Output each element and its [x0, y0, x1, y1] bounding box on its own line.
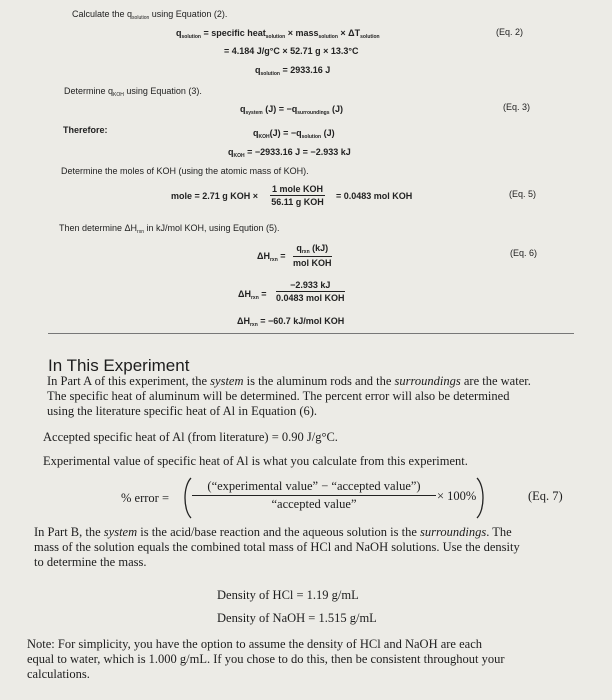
instruction-calc-qsolution: Calculate the $q_{solution}$ using Equation (2).	[72, 9, 228, 21]
eq5-denominator: 56.11 g KOH	[271, 197, 324, 207]
percent-error-lhs: % error =	[121, 491, 169, 505]
eq6b-numerator: −2.933 kJ	[276, 280, 345, 292]
eq6-denominator: mol KOH	[293, 258, 332, 268]
equation-5-rhs: = 0.0483 mol KOH	[336, 191, 413, 201]
part-b-paragraph: In Part B, the system is the acid/base reaction and the aqueous solution is the surroundings. The mass of the solution equals the combined total mass of HCl and NaOH solutions. Use the density to determine the mass.	[34, 525, 520, 569]
eq7-tag: (Eq. 7)	[528, 489, 563, 503]
part-a-paragraph: In Part A of this experiment, the system is the aluminum rods and the surroundings are the water. The specific heat of aluminum will be determined. The percent error will also be determined using the literature specific heat of Al in Equation (6).	[47, 374, 531, 418]
err-numerator: (“experimental value” − “accepted value”)	[192, 479, 436, 496]
instruction-delta-h: Then determine $\Delta H_{rxn}$ in kJ/mol KOH, using Eqution (5).	[59, 223, 280, 235]
density-naoh: Density of NaOH = 1.515 g/mL	[217, 611, 377, 625]
equation-6-lhs: $\Delta H_{rxn}$ =	[257, 251, 286, 263]
therefore-label: Therefore:	[63, 125, 108, 135]
err-denominator: “accepted value”	[271, 497, 357, 511]
equation-5-lhs: mole = 2.71 g KOH ×	[171, 191, 259, 201]
equation-6b-lhs: $\Delta H_{rxn}$ =	[238, 289, 267, 301]
instruction-moles: Determine the moles of KOH (using the atomic mass of KOH).	[61, 166, 309, 176]
section-heading: In This Experiment	[48, 356, 190, 375]
equation-3-koh: $q_{KOH}(J) = -q_{solution}$ (J)	[253, 128, 335, 140]
instruction-determine-qkoh: Determine $q_{KOH}$ using Equation (3).	[64, 86, 202, 98]
equation-3: $q_{system}$ $(J) = -q_{surroundings}$ (J)	[240, 104, 343, 116]
equation-5-fraction	[270, 184, 325, 207]
accepted-value-line: Accepted specific heat of Al (from literature) = 0.90 J/g°C.	[43, 430, 338, 444]
equation-2: $q_{solution}$ = specific heat$_{solution}$ × mass$_{solution}$ × $\Delta T_{solution}$	[176, 28, 380, 40]
percent-error-fraction	[192, 479, 436, 512]
eq5-tag: (Eq. 5)	[509, 189, 537, 199]
eq2-tag: (Eq. 2)	[496, 27, 524, 37]
right-paren-icon	[474, 476, 488, 520]
eq5-numerator: 1 mole KOH	[272, 184, 324, 194]
eq6b-denominator: 0.0483 mol KOH	[276, 293, 345, 303]
equation-3-result: $q_{KOH} = -2933.16$ J = −2.933 kJ	[228, 147, 351, 159]
density-hcl: Density of HCl = 1.19 g/mL	[217, 588, 359, 602]
equation-6-fraction	[293, 243, 332, 268]
eq3-tag: (Eq. 3)	[503, 102, 531, 112]
section-divider	[48, 333, 574, 334]
eq6-numerator: $q_{rxn}$ (kJ)	[293, 243, 332, 257]
equation-6b-fraction	[276, 280, 345, 303]
eq6-tag: (Eq. 6)	[510, 248, 538, 258]
note-paragraph: Note: For simplicity, you have the option to assume the density of HCl and NaOH are each equal to water, which is 1.000 g/mL. If you chose to do this, then be consistent throughout your calculations.	[27, 637, 505, 681]
equation-2-calc: = 4.184 J/g°C × 52.71 g × 13.3°C	[224, 46, 359, 56]
percent-error-multiplier: × 100%	[437, 489, 477, 503]
equation-2-result: $q_{solution} = 2933.16$ J	[255, 65, 331, 77]
equation-6-result: $\Delta H_{rxn} = -60.7$ kJ/mol KOH	[237, 316, 345, 328]
experimental-value-line: Experimental value of specific heat of Al is what you calculate from this experiment.	[43, 454, 468, 468]
